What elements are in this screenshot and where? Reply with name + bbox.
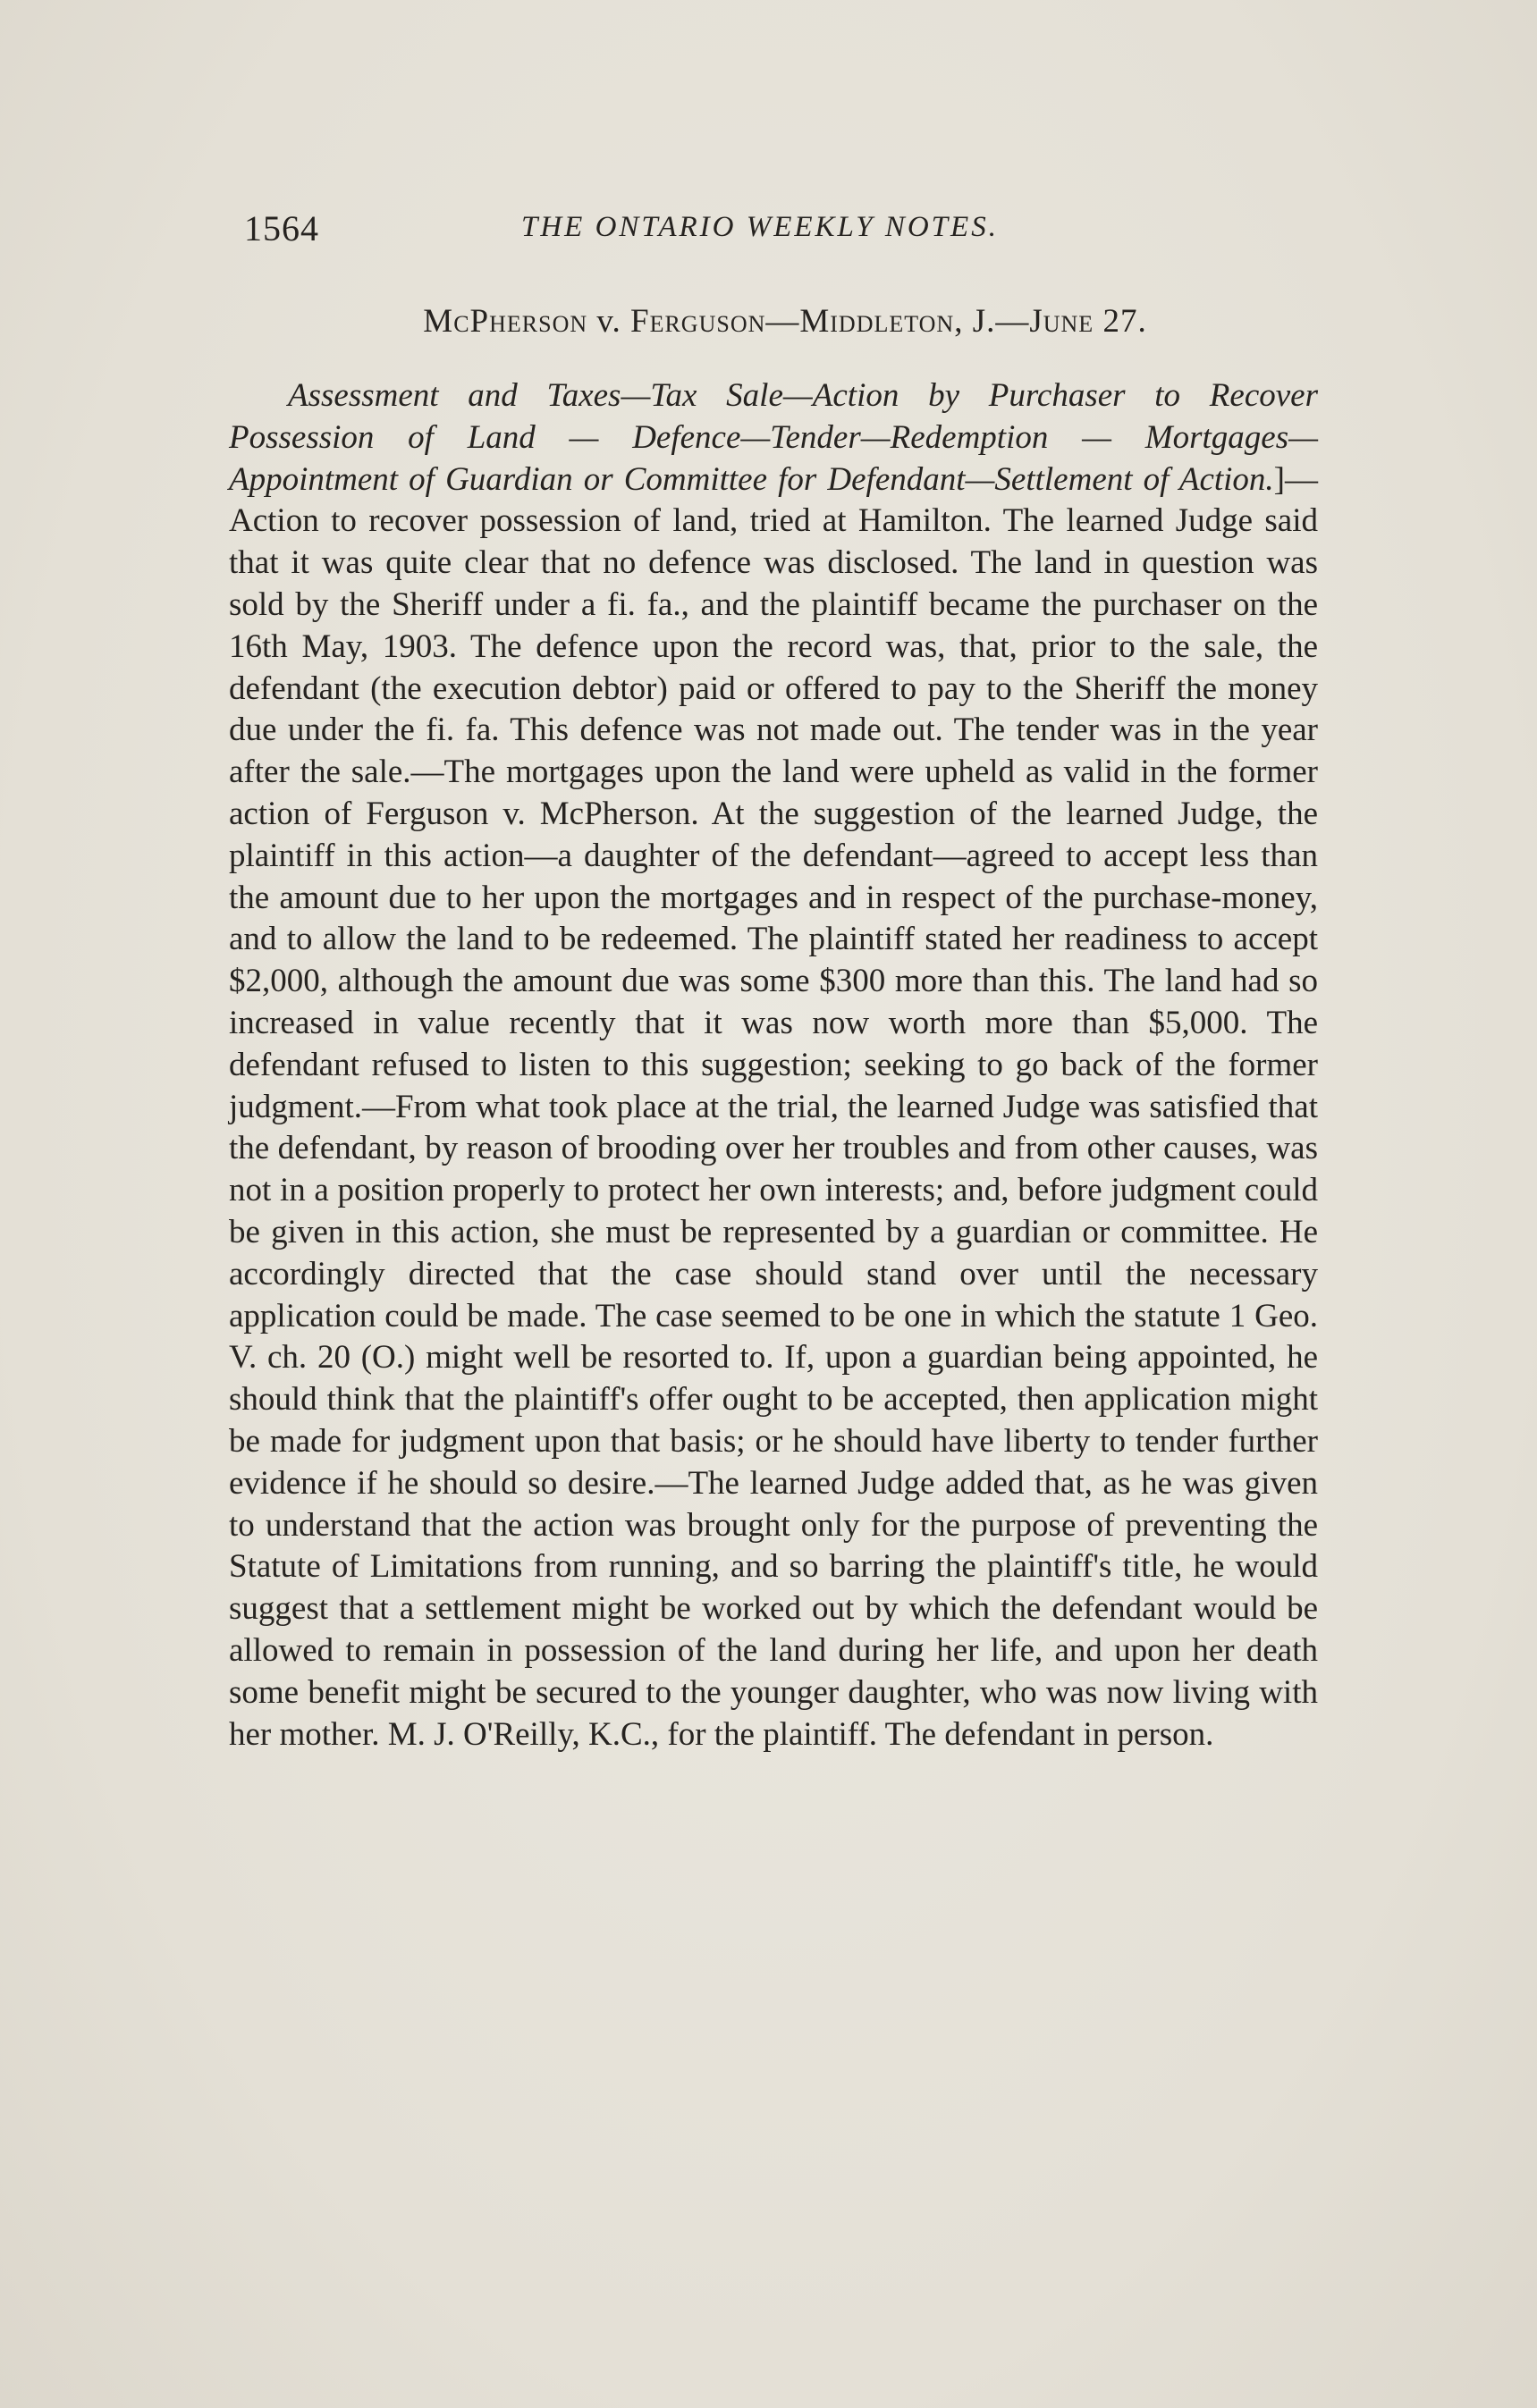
- case-title-date: 27.: [1094, 303, 1147, 340]
- page-header: [244, 207, 1317, 261]
- page-number: 1564: [244, 208, 319, 248]
- running-head: THE ONTARIO WEEKLY NOTES.: [521, 211, 999, 243]
- report-text: ]—Action to recover possession of land, tried at Hamilton. The learned Judge said that it was quite clear that no defence was disclosed. The land in question was sold by the Sheriff under a fi. fa., and the plaintiff became the purchaser on the 16th May, 1903. The defence upon the record was, that, prior to the sale, the defendant (the execution debtor) paid or offered to pay to the Sheriff the money due under the fi. fa. This defence was not made out. The tender was in the year after the sale.—The mortgages upon the land were upheld as valid in the former action of Ferguson v. McPherson. At the suggestion of the learned Judge, the plaintiff in this action—a daughter of the defendant—agreed to accept less than the amount due to her upon the mortgages and in respect of the purchase-money, and to allow the land to be redeemed. The plaintiff stated her readiness to accept $2,000, although the amount due was some $300 more than this. The land had so increased in value recently that it was now worth more than $5,000. The defendant refused to listen to this suggestion; seeking to go back of the former judgment.—From what took place at the trial, the learned Judge was satisfied that the defendant, by reason of brooding over her troubles and from other causes, was not in a position properly to protect her own interests; and, before judgment could be given in this action, she must be represented by a guardian or committee. He accordingly directed that the case should stand over until the necessary application could be made. The case seemed to be one in which the statute 1 Geo. V. ch. 20 (O.) might well be resorted to. If, upon a guardian being appointed, he should think that the plaintiff's offer ought to be accepted, then application might be made for judgment upon that basis; or he should have liberty to tender further evidence if he should so desire.—The learned Judge added that, as he was given to understand that the action was brought only for the purpose of preventing the Statute of Limitations from running, and so barring the plaintiff's title, he would suggest that a settlement might be worked out by which the defendant would be allowed to remain in possession of the land during her life, and upon her death some benefit might be secured to the younger daughter, who was now living with her mother. M. J. O'Reilly, K.C., for the plaintiff. The defendant in person.: [229, 460, 1318, 1753]
- case-title-defendant-judge: Ferguson—Middleton, J.—June: [630, 303, 1094, 340]
- case-title-plaintiff: McPherson: [423, 303, 588, 340]
- catchwords: Assessment and Taxes—Tax Sale—Action by Purchaser to Recover Possession of Land — Defence—Tender—Redemption — Mortgages—Appointment of Guardian or Committee for Defendant—Settlement of Action.: [229, 377, 1318, 498]
- case-title: [244, 302, 1326, 341]
- report-body: [229, 375, 1318, 1755]
- case-title-versus: v.: [587, 303, 630, 340]
